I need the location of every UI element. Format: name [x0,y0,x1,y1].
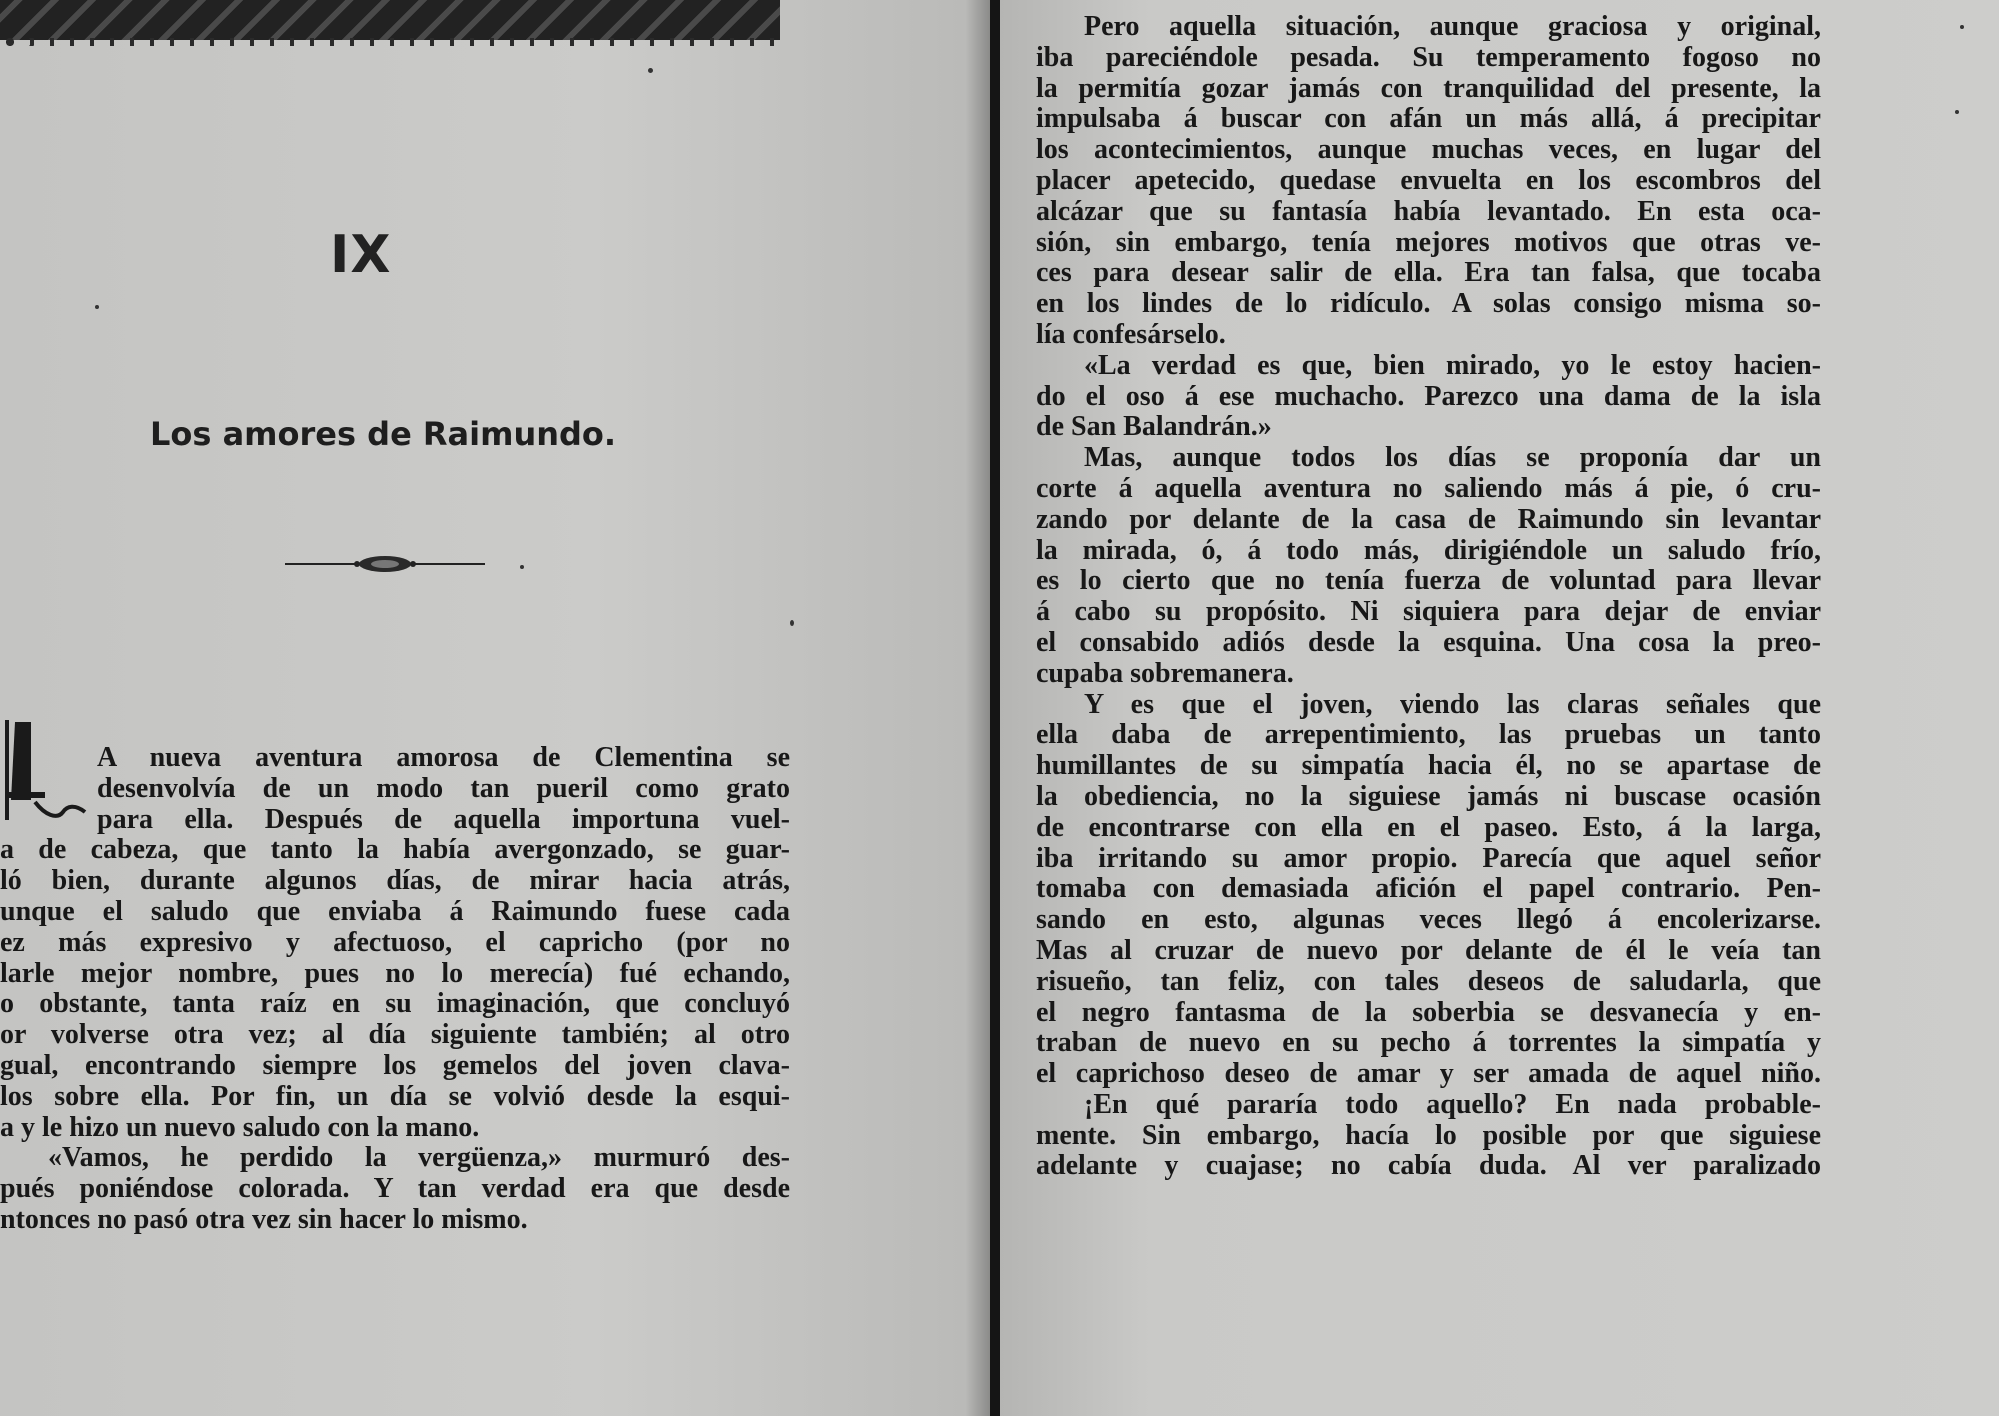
header-ornament-band [0,0,780,40]
text-line: zando por delante de la casa de Raimundo sin levantar [1036,503,1821,535]
text-line: placer apetecido, quedase envuelta en los escombros del [1036,164,1821,196]
text-line: humillantes de su simpatía hacia él, no se apartase de [1036,750,1821,782]
right-body-text [1036,12,1821,1182]
text-line: sando en esto, algunas veces llegó á encolerizarse. [1036,904,1821,936]
text-line: A nueva aventura amorosa de Clementina se [97,742,790,773]
text-line: Mas al cruzar de nuevo por delante de él le veía tan [1036,934,1821,966]
text-line: la mirada, ó, á todo más, dirigiéndole un saludo frío, [1036,534,1821,566]
text-line: desenvolvía de un modo tan pueril como grato [97,772,790,804]
text-line: la obediencia, no la siguiese jamás ni buscase ocasión [1036,780,1821,812]
text-line: el caprichoso deseo de amar y ser amada de aquel niño. [1036,1058,1821,1090]
text-line: mente. Sin embargo, hacía lo posible por que siguiese [1036,1119,1821,1151]
text-line: a y le hizo un nuevo saludo con la mano. [0,1111,480,1143]
ornamental-divider [285,552,485,576]
text-line: en los lindes de lo ridículo. A solas consigo misma so- [1036,288,1821,320]
text-line: ló bien, durante algunos días, de mirar hacia atrás, [0,865,790,897]
text-line: el negro fantasma de la soberbia se desvanecía y en- [1036,996,1821,1028]
text-line: lía confesárselo. [1036,318,1226,350]
text-line: «Vamos, he perdido la vergüenza,» murmuró des- [48,1142,790,1174]
text-line: ¡En qué pararía todo aquello? En nada probable- [1084,1088,1821,1120]
text-line: do el oso á ese muchacho. Parezco una dama de la isla [1036,380,1821,412]
text-line: «La verdad es que, bien mirado, yo le estoy hacien- [1084,349,1821,381]
text-line: tomaba con demasiada afición el papel contrario. Pen- [1036,873,1821,905]
text-line: los acontecimientos, aunque muchas veces, en lugar del [1036,134,1821,166]
left-body-text [0,743,790,1236]
text-line: Mas, aunque todos los días se proponía dar un [1084,442,1821,474]
text-line: ella daba de arrepentimiento, las pruebas un tanto [1036,719,1821,751]
text-line: es lo cierto que no tenía fuerza de voluntad para llevar [1036,565,1821,597]
text-line: impulsaba á buscar con afán un más allá, á precipitar [1036,103,1821,135]
text-line: adelante y cuajase; no cabía duda. Al ver paralizado [1036,1150,1821,1182]
text-line: el consabido adiós desde la esquina. Una cosa la preo- [1036,626,1821,658]
text-line: iba pareciéndole pesada. Su temperamento fogoso no [1036,41,1821,73]
text-line: Y es que el joven, viendo las claras señales que [1084,688,1821,720]
text-line: larle mejor nombre, pues no lo merecía) fué echando, [0,957,790,989]
text-line: gual, encontrando siempre los gemelos del joven clava- [0,1049,790,1081]
text-line: corte á aquella aventura no saliendo más á pie, ó cru- [1036,472,1821,504]
text-line: los sobre ella. Por fin, un día se volvió desde la esqui- [0,1080,790,1112]
chapter-number: IX [330,225,392,285]
text-line: alcázar que su fantasía había levantado. En esta oca- [1036,195,1821,227]
text-line: á cabo su propósito. Ni siquiera para dejar de enviar [1036,596,1821,628]
text-line: traban de nuevo en su pecho á torrentes la simpatía y [1036,1027,1821,1059]
text-line: unque el saludo que enviaba á Raimundo fuese cada [0,895,790,927]
text-line: ntonces no pasó otra vez sin hacer lo mismo. [0,1203,528,1235]
text-line: pués poniéndose colorada. Y tan verdad era que desde [0,1173,790,1205]
text-line: para ella. Después de aquella importuna vuel- [97,803,790,835]
text-line: la permitía gozar jamás con tranquilidad del presente, la [1036,72,1821,104]
text-line: cupaba sobremanera. [1036,657,1294,689]
text-line: de San Balandrán.» [1036,411,1272,443]
text-line: risueño, tan feliz, con tales deseos de saludarla, que [1036,965,1821,997]
text-line: Pero aquella situación, aunque graciosa y original, [1084,11,1821,42]
text-line: sión, sin embargo, tenía mejores motivos que otras ve- [1036,226,1821,258]
left-page [0,0,990,1416]
text-line: o obstante, tanta raíz en su imaginación, que concluyó [0,988,790,1020]
text-line: ces para desear salir de ella. Era tan falsa, que tocaba [1036,257,1821,289]
chapter-title: Los amores de Raimundo. [150,415,617,453]
text-line: a de cabeza, que tanto la había avergonzado, se guar- [0,834,790,866]
text-line: iba irritando su amor propio. Parecía que aquel señor [1036,842,1821,874]
text-line: de encontrarse con ella en el paseo. Esto, á la larga, [1036,811,1821,843]
text-line: ez más expresivo y afectuoso, el capricho (por no [0,926,790,958]
text-line: or volverse otra vez; al día siguiente también; al otro [0,1019,790,1051]
